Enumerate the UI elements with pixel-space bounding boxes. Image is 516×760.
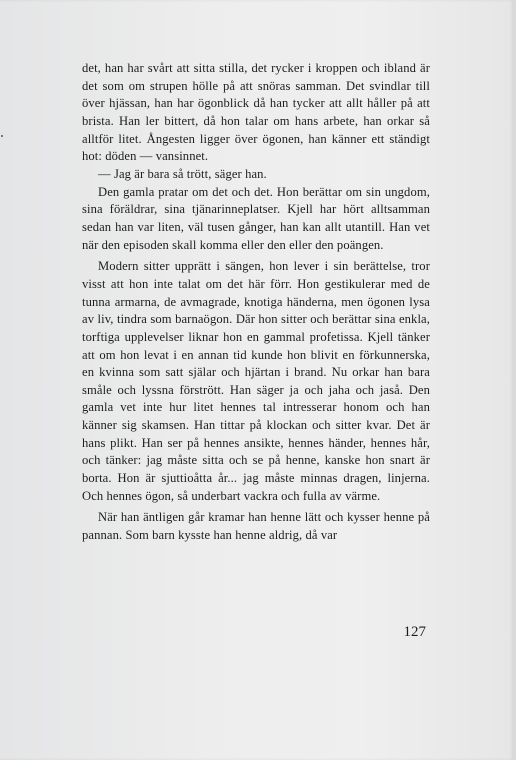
paragraph-1: det, han har svårt att sitta stilla, det rycker i kroppen och ibland är det som om strupen hölle på att snöras samman. Det svindlar till över hjässan, han har ögonblick då han tycker att allt håller på att brista. Han ler bittert, då hon talar om hans arbete, han orkar så alltför litet. Ångesten ligger över ögonen, han känner ett ständigt hot: döden — vansinnet. [82, 61, 430, 164]
page-number: 127 [403, 624, 426, 640]
paragraph-4: Modern sitter upprätt i sängen, hon lever i sin berättelse, tror visst att hon inte talat om det här förr. Hon gestikulerar med de tunna armarna, de avmagrade, knotiga händerna, men ögonen lysa av liv, tindra som barnaögon. Där hon sitter och berättar sina enkla, torftiga upplevelser liknar hon en gammal profetissa. Kjell tänker att om hon levat i en annan tid kunde hon blivit en förkunnerska, en kvinna som satt själar och hjärtan i brand. Nu orkar han bara småle och lyssna förstrött. Han säger ja och jaha och jaså. Den gamla vet inte hur litet hennes tal intresserar honom och han känner sig skamsen. Han tittar på klockan och sitter kvar. Det är hans plikt. Han ser på hennes ansikte, hennes händer, hennes hår, och tänker: jag måste sitta och se på henne, kanske hon snart är borta. Hon är sjuttioåtta år... jag måste minnas dragen, linjerna. Och hennes ögon, så underbart vackra och fulla av värme. [82, 259, 430, 503]
paragraph-2: — Jag är bara så trött, säger han. [98, 166, 267, 181]
page-edge-mark [1, 135, 3, 137]
paragraph-5: När han äntligen går kramar han henne lätt och kysser henne på pannan. Som barn kysste han henne aldrig, då var [82, 510, 430, 543]
body-text [82, 60, 430, 545]
paragraph-3: Den gamla pratar om det och det. Hon berättar om sin ungdom, sina föräldrar, sina tjänarinneplatser. Kjell har hört alltsamman sedan han var liten, väl tusen gånger, han kan allt utantill. Han vet när den episoden skall komma eller den eller den poängen. [82, 184, 430, 252]
